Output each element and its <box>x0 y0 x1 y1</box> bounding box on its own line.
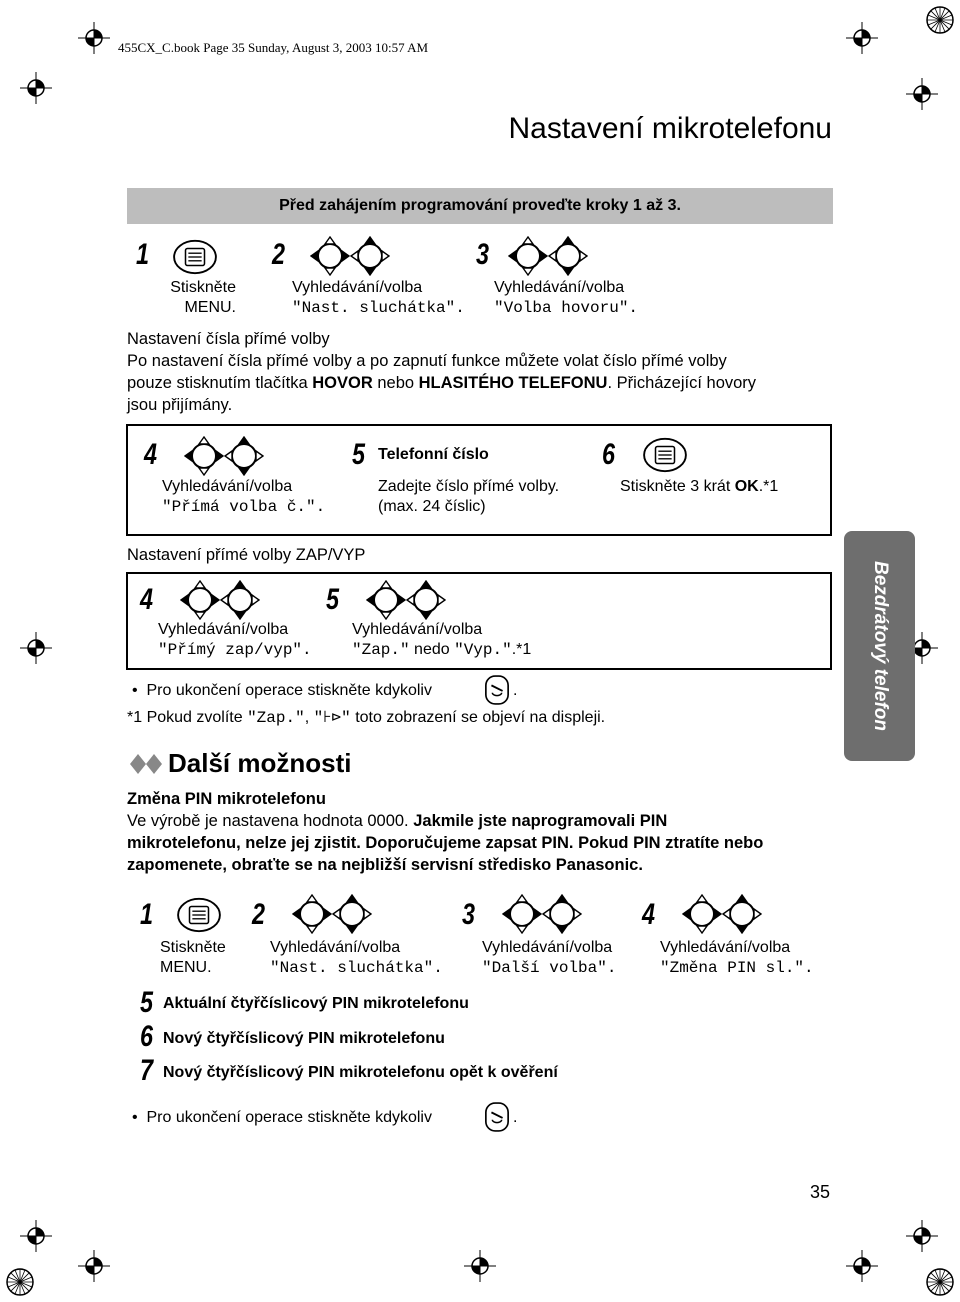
registration-mark-icon <box>78 1250 110 1282</box>
section-heading: Změna PIN mikrotelefonu <box>127 790 326 808</box>
step-text <box>160 938 226 978</box>
display-text-zap: "Zap." <box>352 641 410 659</box>
step-title: Telefonní číslo <box>378 446 489 463</box>
paragraph-line: mikrotelefonu, nelze jej zjistit. Doporučujeme zapsat PIN. Pokud PIN ztratíte nebo <box>127 834 764 852</box>
registration-mark-icon <box>846 1250 878 1282</box>
step-number: 4 <box>642 898 656 931</box>
step-number: 1 <box>140 898 154 931</box>
registration-mark-icon <box>20 632 52 664</box>
menu-button-icon <box>176 896 222 934</box>
registration-mark-icon <box>464 1250 496 1282</box>
registration-mark-icon <box>906 78 938 110</box>
step-text <box>660 938 814 978</box>
step-line: "Přímá volba č.". <box>162 498 326 516</box>
step-number: 3 <box>476 238 490 271</box>
paragraph-line <box>127 810 837 832</box>
navigator-up-down-icon <box>184 436 224 476</box>
text-run: Ve výrobě je nastavena hodnota 0000. <box>127 812 414 830</box>
registration-mark-icon <box>20 72 52 104</box>
navigator-up-down-icon <box>180 580 220 620</box>
step-line: Vyhledávání/volba <box>270 939 401 956</box>
step-number: 2 <box>272 238 286 271</box>
text-run: .*1 <box>511 641 532 658</box>
text-run: nebo <box>372 374 419 392</box>
step-number: 3 <box>462 898 476 931</box>
diamond-bullets-icon <box>128 752 166 776</box>
display-icon-direct: "⊦⊳" <box>313 709 351 727</box>
step-text <box>162 477 325 517</box>
page-number: 35 <box>810 1182 831 1202</box>
step-number: 2 <box>252 898 266 931</box>
punctuation: . <box>513 1109 518 1126</box>
step-line: "Přímý zap/vyp". <box>158 641 312 659</box>
navigator-up-down-icon <box>292 894 332 934</box>
registration-mark-icon <box>846 22 878 54</box>
registration-mark-icon <box>906 1220 938 1252</box>
step-number: 5 <box>140 986 154 1019</box>
book-header-line: 455CX_C.book Page 35 Sunday, August 3, 2003 10:57 AM <box>118 40 429 55</box>
navigator-right-icon <box>406 580 446 620</box>
text-run: , <box>304 709 314 726</box>
step-line: Vyhledávání/volba <box>162 478 293 495</box>
step-text: Nový čtyřčíslicový PIN mikrotelefonu opět k ověření <box>163 1064 558 1081</box>
bullet-text: Pro ukončení operace stiskněte kdykoliv <box>146 682 432 699</box>
footnote <box>127 708 605 728</box>
step-text <box>158 620 312 660</box>
punctuation: . <box>513 682 518 699</box>
side-tab <box>844 531 915 761</box>
bullet-text: Pro ukončení operace stiskněte kdykoliv <box>146 1109 432 1126</box>
navigator-up-down-icon <box>682 894 722 934</box>
navigator-right-icon <box>224 436 264 476</box>
step-text <box>352 620 531 660</box>
side-tab-label: Bezdrátový telefon <box>869 561 891 731</box>
step-text <box>292 278 465 318</box>
step-line: Vyhledávání/volba <box>352 621 483 638</box>
step-line: Vyhledávání/volba <box>660 939 791 956</box>
step-number: 4 <box>144 438 158 471</box>
step-line: MENU. <box>160 959 212 976</box>
step-text <box>494 278 638 318</box>
step-line: Stiskněte <box>160 939 226 956</box>
text-run: pouze stisknutím tlačítka <box>127 374 313 392</box>
text-run: toto zobrazení se objeví na displeji. <box>350 709 606 726</box>
navigator-up-down-icon <box>502 894 542 934</box>
step-line: MENU. <box>184 299 236 316</box>
paragraph-line: jsou přijímány. <box>127 396 233 414</box>
section-direct-number <box>127 328 837 416</box>
step-text <box>378 477 559 517</box>
step-number: 5 <box>352 438 366 471</box>
text-run: .*1 <box>758 478 779 495</box>
step-text <box>620 477 778 497</box>
step-text <box>270 938 443 978</box>
text-run: . Přicházející hovory <box>607 374 757 392</box>
page-title: Nastavení mikrotelefonu <box>508 112 832 145</box>
navigator-right-icon <box>542 894 582 934</box>
navigator-up-down-icon <box>310 236 350 276</box>
step-line: Vyhledávání/volba <box>292 279 423 296</box>
step-number: 5 <box>326 583 340 616</box>
step-line: Stiskněte <box>170 279 236 296</box>
text-run: nedo <box>409 641 455 658</box>
key-ok: OK <box>734 478 759 495</box>
step-text <box>158 278 236 318</box>
step-line: Vyhledávání/volba <box>482 939 613 956</box>
registration-mark-icon <box>20 1220 52 1252</box>
paragraph-line: Po nastavení čísla přímé volby a po zapnutí funkce můžete volat číslo přímé volby <box>127 352 727 370</box>
navigator-up-down-icon <box>508 236 548 276</box>
section-title: Další možnosti <box>168 748 352 778</box>
menu-button-icon <box>172 238 218 276</box>
section-heading: Nastavení čísla přímé volby <box>127 330 330 348</box>
starburst-mark-icon <box>4 1266 36 1298</box>
step-line: "Další volba". <box>482 959 617 977</box>
off-button-icon <box>484 1101 510 1133</box>
navigator-right-icon <box>332 894 372 934</box>
paragraph-line <box>127 372 837 394</box>
step-line: "Nast. sluchátka". <box>270 959 443 977</box>
step-line: Vyhledávání/volba <box>494 279 625 296</box>
step-number: 6 <box>602 438 616 471</box>
step-line: "Volba hovoru". <box>494 299 639 317</box>
step-line: Zadejte číslo přímé volby. <box>378 478 560 495</box>
navigator-up-down-icon <box>366 580 406 620</box>
step-number: 7 <box>140 1054 154 1087</box>
step-line: "Nast. sluchátka". <box>292 299 465 317</box>
navigator-right-icon <box>350 236 390 276</box>
bullet-item: • Pro ukončení operace stiskněte kdykoliv <box>132 1109 432 1126</box>
navigator-right-icon <box>548 236 588 276</box>
key-hover: HOVOR <box>312 374 373 392</box>
section-pin-change <box>127 788 837 876</box>
step-text: Aktuální čtyřčíslicový PIN mikrotelefonu <box>163 995 469 1012</box>
step-line: Vyhledávání/volba <box>158 621 289 638</box>
step-line: "Změna PIN sl.". <box>660 959 814 977</box>
step-line: (max. 24 číslic) <box>378 498 486 515</box>
step-number: 1 <box>136 238 150 271</box>
key-speaker: HLASITÉHO TELEFONU <box>418 374 608 392</box>
navigator-right-icon <box>722 894 762 934</box>
step-text: Nový čtyřčíslicový PIN mikrotelefonu <box>163 1030 445 1047</box>
section-heading: Nastavení přímé volby ZAP/VYP <box>127 546 366 564</box>
instruction-banner: Před zahájením programování proveďte kroky 1 až 3. <box>127 188 833 224</box>
off-button-icon <box>484 674 510 706</box>
bullet-item: • Pro ukončení operace stiskněte kdykoliv <box>132 682 432 699</box>
navigator-right-icon <box>220 580 260 620</box>
starburst-mark-icon <box>924 1266 956 1298</box>
step-number: 6 <box>140 1020 154 1053</box>
text-run: *1 Pokud zvolíte <box>127 709 248 726</box>
starburst-mark-icon <box>924 4 956 36</box>
step-number: 4 <box>140 583 154 616</box>
registration-mark-icon <box>78 22 110 54</box>
paragraph-line: zapomenete, obraťte se na nejbližší servisní středisko Panasonic. <box>127 856 643 874</box>
display-text-vyp: "Vyp." <box>454 641 512 659</box>
step-text <box>482 938 616 978</box>
text-run: Stiskněte 3 krát <box>620 478 735 495</box>
text-run: Jakmile jste naprogramovali PIN <box>413 812 668 830</box>
menu-button-icon <box>642 436 688 474</box>
step-line <box>352 640 531 660</box>
display-text-zap: "Zap." <box>247 709 305 727</box>
